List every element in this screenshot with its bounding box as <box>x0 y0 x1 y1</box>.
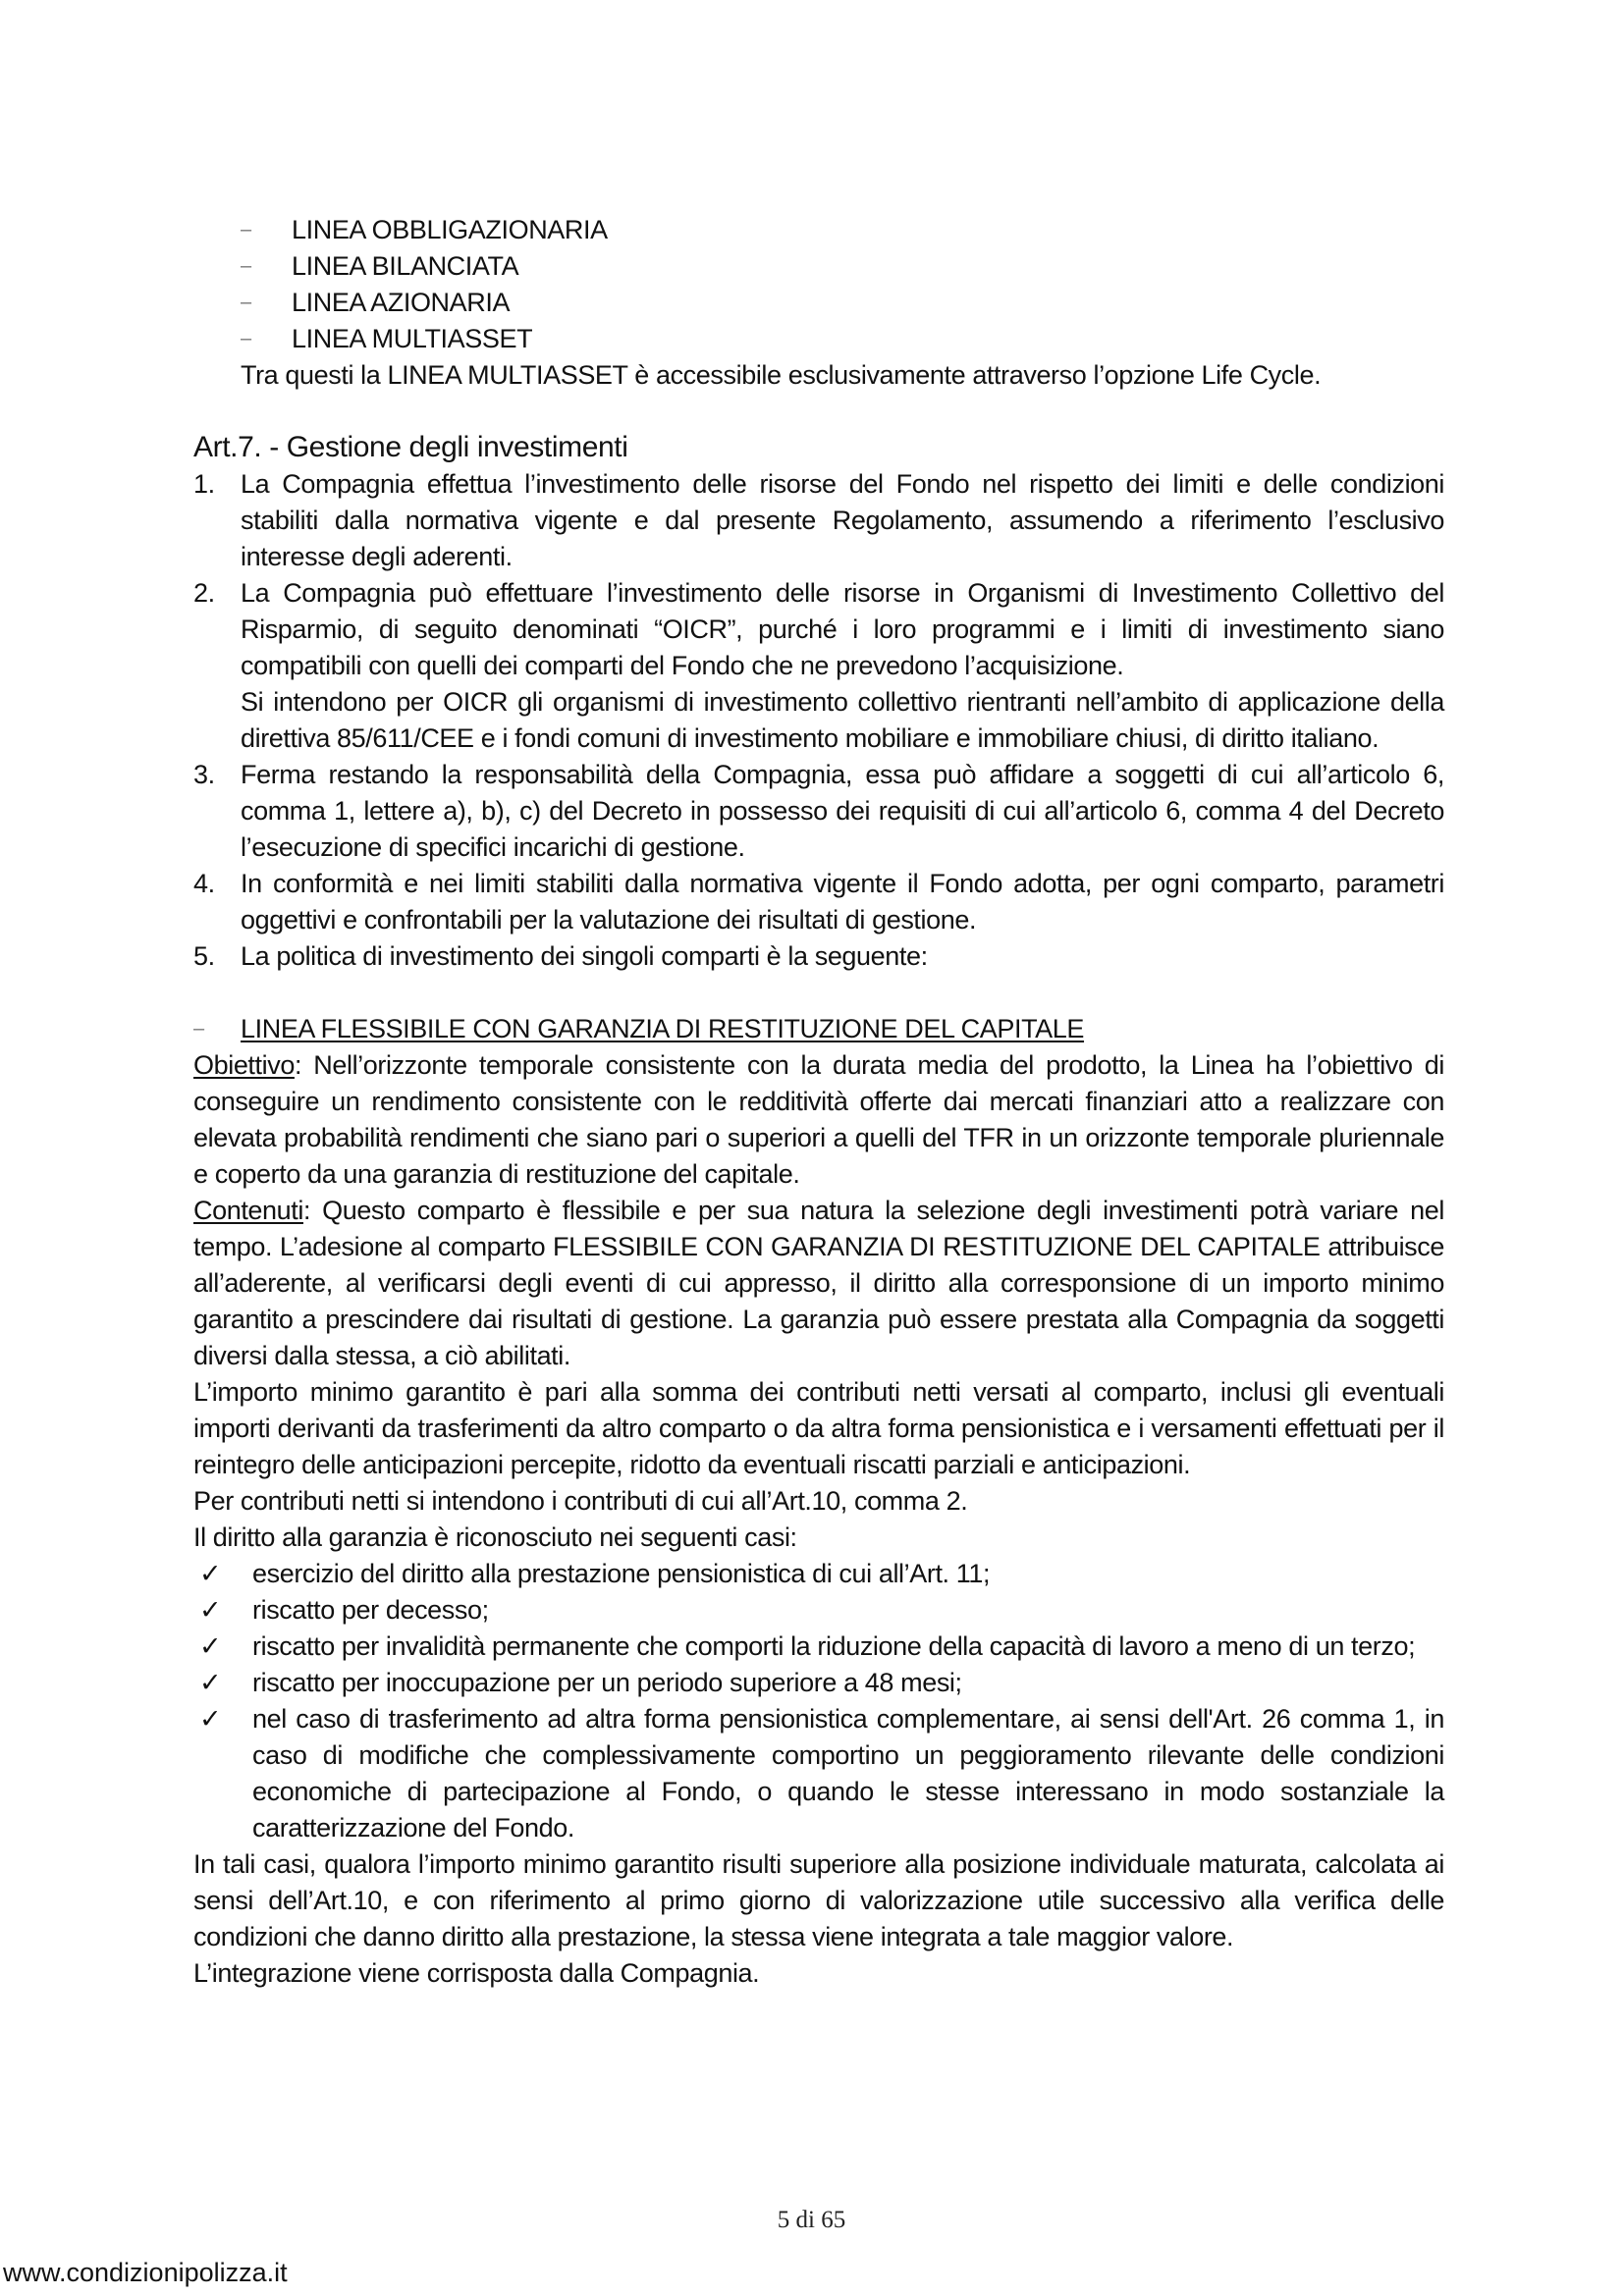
item-number: 4. <box>193 869 215 898</box>
paragraph: Per contributi netti si intendono i contributi di cui all’Art.10, comma 2. <box>193 1486 968 1516</box>
paragraph: L’importo minimo garantito è pari alla somma dei contributi netti versati al comparto, inclusi gli eventuali importi derivanti da trasferimenti da altro comparto o da altra forma pensionistica e i versamenti effettuati per il reintegro delle anticipazioni percepite, ridotto da eventuali riscatti parziali e anticipazioni. <box>193 1377 1444 1479</box>
paragraph: Il diritto alla garanzia è riconosciuto nei seguenti casi: <box>193 1522 797 1552</box>
item-number: 1. <box>193 469 215 499</box>
page-content <box>193 212 1444 1992</box>
guarantee-cases-list <box>193 1556 1444 1846</box>
list-item: ✓ riscatto per inoccupazione per un periodo superiore a 48 mesi; <box>193 1665 1444 1701</box>
item-number: 3. <box>193 760 215 789</box>
article-items <box>193 466 1444 975</box>
paragraph: In tali casi, qualora l’importo minimo garantito risulti superiore alla posizione individuale maturata, calcolata ai sensi dell’Art.10, e con riferimento al primo giorno di valorizzazione utile successivo alla verifica delle condizioni che danno diritto alla prestazione, la stessa viene integrata a tale maggior valore. <box>193 1849 1444 1951</box>
lines-note: Tra questi la LINEA MULTIASSET è accessibile esclusivamente attraverso l’opzione Life Cycle. <box>241 360 1322 390</box>
checkmark-icon: ✓ <box>199 1595 222 1625</box>
list-item: ✓ riscatto per invalidità permanente che comporti la riduzione della capacità di lavoro a meno di un terzo; <box>193 1629 1444 1665</box>
investment-lines-list <box>193 212 1444 357</box>
article-title: Art.7. - Gestione degli investimenti <box>193 431 628 463</box>
list-item: – LINEA MULTIASSET <box>193 321 1444 357</box>
item-text: In conformità e nei limiti stabiliti dalla normativa vigente il Fondo adotta, per ogni comparto, parametri oggettivi e confrontabili per la valutazione dei risultati di gestione. <box>241 869 1444 934</box>
list-item: – LINEA AZIONARIA <box>193 285 1444 321</box>
page-number: 5 di 65 <box>777 2207 846 2233</box>
item-number: 2. <box>193 578 215 608</box>
article-item-3 <box>193 757 1444 866</box>
obiettivo-label: Obiettivo <box>193 1050 295 1080</box>
article-item-2 <box>193 575 1444 757</box>
contenuti-paragraph: Contenuti: Questo comparto è flessibile e per sua natura la selezione degli investimenti potrà variare nel tempo. L’adesione al comparto FLESSIBILE CON GARANZIA DI RESTITUZIONE DEL CAPITALE attribuisce all’aderente, al verificarsi degli eventi di cui appresso, il diritto alla corresponsione di un importo minimo garantito a prescindere dai risultati di gestione. La garanzia può essere prestata alla Compagnia da soggetti diversi dalla stessa, a ciò abilitati. <box>193 1196 1444 1370</box>
list-item: – LINEA BILANCIATA <box>193 248 1444 285</box>
item-number: 5. <box>193 941 215 971</box>
item-text: Si intendono per OICR gli organismi di investimento collettivo rientranti nell’ambito di applicazione della direttiva 85/611/CEE e i fondi comuni di investimento mobiliare e immobiliare chiusi, di diritto italiano. <box>241 687 1444 753</box>
article-item-1 <box>193 466 1444 575</box>
line-section-title: – LINEA FLESSIBILE CON GARANZIA DI RESTITUZIONE DEL CAPITALE <box>193 1011 1444 1047</box>
dash-icon: – <box>241 219 251 240</box>
checkmark-icon: ✓ <box>199 1704 222 1734</box>
article-item-5 <box>193 938 1444 975</box>
checkmark-icon: ✓ <box>199 1559 222 1588</box>
checkmark-icon: ✓ <box>199 1668 222 1697</box>
contenuti-label: Contenuti <box>193 1196 303 1225</box>
obiettivo-paragraph: Obiettivo: Nell’orizzonte temporale consistente con la durata media del prodotto, la Linea ha l’obiettivo di conseguire un rendimento consistente con le redditività offerte dai mercati finanziari atto a realizzare con elevata probabilità rendimenti che siano pari o superiori a quelli del TFR in un orizzonte temporale pluriennale e coperto da una garanzia di restituzione del capitale. <box>193 1050 1444 1189</box>
item-text: La Compagnia può effettuare l’investimento delle risorse in Organismi di Investimento Collettivo del Risparmio, di seguito denominati “OICR”, purché i loro programmi e i limiti di investimento siano compatibili con quelli dei comparti del Fondo che ne prevedono l’acquisizione. <box>241 578 1444 680</box>
item-text: La Compagnia effettua l’investimento delle risorse del Fondo nel rispetto dei limiti e delle condizioni stabiliti dalla normativa vigente e dal presente Regolamento, assumendo a riferimento l’esclusivo interesse degli aderenti. <box>241 469 1444 571</box>
list-item: ✓ nel caso di trasferimento ad altra forma pensionistica complementare, ai sensi dell'Art. 26 comma 1, in caso di modifiche che complessivamente comportino un peggioramento rilevante delle condizioni economiche di partecipazione al Fondo, o quando le stesse interessano in modo sostanziale la caratterizzazione del Fondo. <box>193 1701 1444 1846</box>
list-item: ✓ riscatto per decesso; <box>193 1592 1444 1629</box>
item-text: Ferma restando la responsabilità della Compagnia, essa può affidare a soggetti di cui all’articolo 6, comma 1, lettere a), b), c) del Decreto in possesso dei requisiti di cui all’articolo 6, comma 4 del Decreto l’esecuzione di specifici incarichi di gestione. <box>241 760 1444 862</box>
dash-icon: – <box>241 255 251 277</box>
dash-icon: – <box>241 292 251 313</box>
list-item: – LINEA OBBLIGAZIONARIA <box>193 212 1444 248</box>
item-text: La politica di investimento dei singoli comparti è la seguente: <box>241 941 928 971</box>
dash-icon: – <box>193 1018 204 1040</box>
article-item-4 <box>193 866 1444 938</box>
site-url: www.condizionipolizza.it <box>3 2258 288 2287</box>
checkmark-icon: ✓ <box>199 1631 222 1661</box>
list-item: ✓ esercizio del diritto alla prestazione pensionistica di cui all’Art. 11; <box>193 1556 1444 1592</box>
dash-icon: – <box>241 328 251 349</box>
paragraph: L’integrazione viene corrisposta dalla Compagnia. <box>193 1958 760 1988</box>
